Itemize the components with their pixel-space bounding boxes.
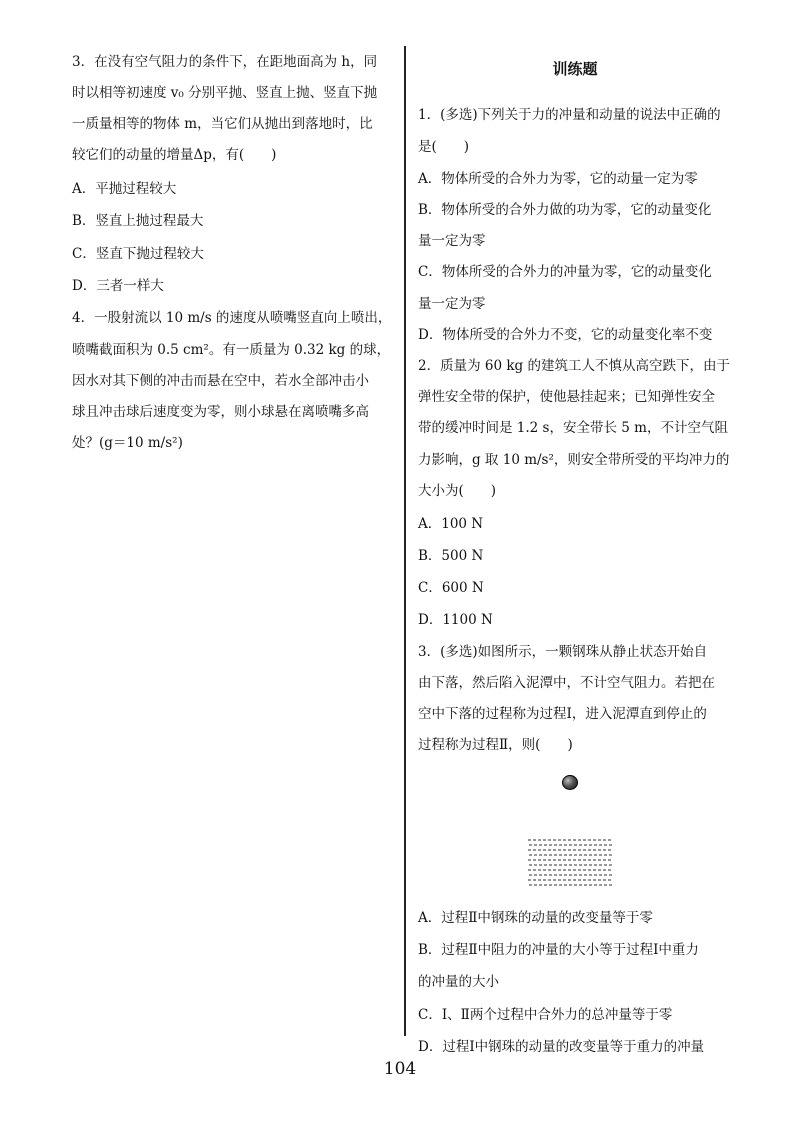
- right-text-line: 过程称为过程Ⅱ，则( ): [418, 737, 573, 753]
- option-a: A．平抛过程较大: [72, 181, 177, 197]
- left-text-line: 因水对其下侧的冲击而悬在空中，若水全部冲击小: [72, 373, 369, 389]
- right-text-line: 量一定为零: [418, 233, 486, 249]
- right-text-line: 空中下落的过程称为过程Ⅰ，进入泥潭直到停止的: [418, 706, 707, 722]
- option-b: B．500 N: [418, 548, 484, 564]
- option-b: B．竖直上抛过程最大: [72, 213, 204, 229]
- section-title: 训练题: [552, 60, 598, 78]
- option-a: A．物体所受的合外力为零，它的动量一定为零: [418, 171, 698, 187]
- option-d: D．三者一样大: [72, 278, 164, 294]
- option-c: C．Ⅰ、Ⅱ两个过程中合外力的总冲量等于零: [418, 1007, 673, 1023]
- option-b: B．物体所受的合外力做的功为零，它的动量变化: [418, 202, 712, 218]
- right-text-line: 弹性安全带的保护，使他悬挂起来；已知弹性安全: [418, 389, 715, 405]
- right-text-line: 大小为( ): [418, 483, 497, 499]
- option-d: D．1100 N: [418, 612, 493, 628]
- option-b: B．过程Ⅱ中阻力的冲量的大小等于过程Ⅰ中重力: [418, 942, 699, 958]
- right-text-line: 1．(多选)下列关于力的冲量和动量的说法中正确的: [418, 107, 721, 123]
- right-text-line: 的冲量的大小: [418, 974, 499, 990]
- page-number: 104: [383, 1059, 417, 1079]
- right-text-line: 3．(多选)如图所示，一颗钢珠从静止状态开始自: [418, 644, 708, 660]
- right-text-line: 带的缓冲时间是 1.2 s，安全带长 5 m，不计空气阻: [418, 420, 728, 436]
- left-text-line: 一质量相等的物体 m，当它们从抛出到落地时，比: [72, 116, 373, 132]
- steel-ball-figure: [562, 775, 578, 790]
- left-text-line: 喷嘴截面积为 0.5 cm²。有一质量为 0.32 kg 的球，: [72, 342, 391, 358]
- option-c: C．物体所受的合外力的冲量为零，它的动量变化: [418, 264, 712, 280]
- left-text-line: 球且冲击球后速度变为零，则小球悬在离喷嘴多高: [72, 404, 369, 420]
- column-divider: [404, 46, 406, 1036]
- mud-pool-figure: [528, 837, 612, 889]
- option-d: D．物体所受的合外力不变，它的动量变化率不变: [418, 327, 713, 343]
- option-c: C．600 N: [418, 580, 484, 596]
- right-text-line: 由下落，然后陷入泥潭中，不计空气阻力。若把在: [418, 675, 715, 691]
- option-d: D．过程Ⅰ中钢珠的动量的改变量等于重力的冲量: [418, 1039, 705, 1055]
- right-text-line: 是( ): [418, 139, 470, 155]
- right-text-line: 力影响，g 取 10 m/s²，则安全带所受的平均冲力的: [418, 452, 730, 468]
- left-text-line: 处？(g＝10 m/s²): [72, 435, 183, 451]
- left-text-line: 时以相等初速度 v₀ 分别平抛、竖直上抛、竖直下抛: [72, 85, 378, 101]
- option-a: A．100 N: [418, 516, 484, 532]
- right-text-line: 量一定为零: [418, 296, 486, 312]
- option-c: C．竖直下抛过程较大: [72, 246, 204, 262]
- right-text-line: 2．质量为 60 kg 的建筑工人不慎从高空跌下，由于: [418, 358, 730, 374]
- option-a: A．过程Ⅱ中钢珠的动量的改变量等于零: [418, 910, 653, 926]
- left-text-line: 较它们的动量的增量Δp，有( ): [72, 147, 277, 163]
- left-text-line: 3．在没有空气阻力的条件下，在距地面高为 h，同: [72, 54, 378, 70]
- left-text-line: 4．一股射流以 10 m/s 的速度从喷嘴竖直向上喷出，: [72, 310, 392, 326]
